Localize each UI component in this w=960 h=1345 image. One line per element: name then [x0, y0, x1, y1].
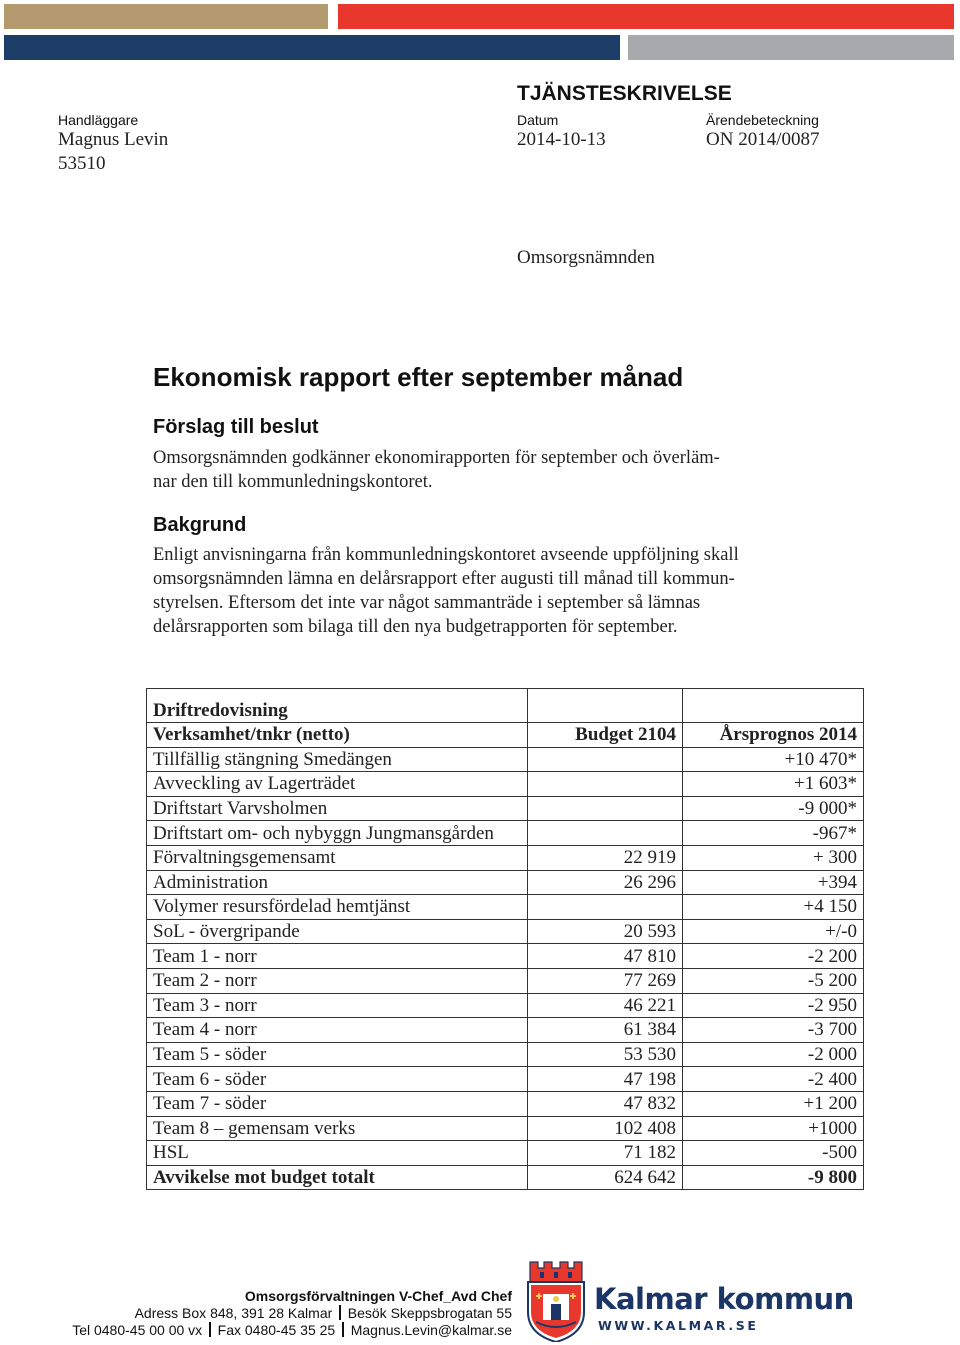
table-title-empty	[683, 689, 864, 723]
forecast-cell: -9 000*	[683, 796, 864, 821]
header-bar-grey	[628, 35, 954, 60]
forecast-cell: -3 700	[683, 1018, 864, 1043]
header-bar-navy	[4, 35, 620, 60]
table-header-row	[147, 723, 864, 748]
table-row	[147, 1091, 864, 1116]
row-label: HSL	[147, 1141, 528, 1166]
case-value: ON 2014/0087	[706, 129, 820, 150]
table-row	[147, 1141, 864, 1166]
row-label: SoL - övergripande	[147, 919, 528, 944]
date-value: 2014-10-13	[517, 129, 606, 150]
background-line: styrelsen. Eftersom det inte var något sammanträde i september så lämnas	[153, 593, 701, 613]
handler-name: Magnus Levin	[58, 129, 169, 150]
row-label: Administration	[147, 870, 528, 895]
budget-cell: 47 810	[528, 944, 683, 969]
row-label: Driftstart Varvsholmen	[147, 796, 528, 821]
date-label: Datum	[517, 112, 559, 128]
budget-cell	[528, 772, 683, 797]
forecast-cell: +/-0	[683, 919, 864, 944]
table-row	[147, 1018, 864, 1043]
row-label: Team 2 - norr	[147, 968, 528, 993]
budget-cell	[528, 895, 683, 920]
table-total-row	[147, 1165, 864, 1190]
row-label: Förvaltningsgemensamt	[147, 845, 528, 870]
table-title: Driftredovisning	[147, 689, 528, 723]
handler-label: Handläggare	[58, 112, 139, 128]
forecast-cell: +4 150	[683, 895, 864, 920]
budget-cell	[528, 796, 683, 821]
column-header: Budget 2104	[528, 723, 683, 748]
footer-separator	[209, 1322, 211, 1337]
row-label: Team 4 - norr	[147, 1018, 528, 1043]
driftredovisning-table	[146, 688, 864, 1190]
budget-cell: 47 198	[528, 1067, 683, 1092]
table-row	[147, 845, 864, 870]
table-row	[147, 1042, 864, 1067]
background-text	[153, 543, 803, 639]
table-title-row	[147, 689, 864, 723]
forecast-cell: + 300	[683, 845, 864, 870]
budget-cell: 102 408	[528, 1116, 683, 1141]
proposal-line: nar den till kommunledningskontoret.	[153, 472, 433, 492]
footer-separator	[342, 1322, 344, 1337]
table-row	[147, 993, 864, 1018]
table-row	[147, 870, 864, 895]
footer-visit: Besök Skeppsbrogatan 55	[347, 1305, 512, 1321]
proposal-line: Omsorgsnämnden godkänner ekonomirapporten för september och överläm-	[153, 448, 720, 468]
handler-ext: 53510	[58, 153, 106, 174]
row-label: Team 6 - söder	[147, 1067, 528, 1092]
row-label: Avvikelse mot budget totalt	[147, 1165, 528, 1190]
forecast-cell: -967*	[683, 821, 864, 846]
header-bar-tan	[4, 4, 328, 29]
forecast-cell: +1 603*	[683, 772, 864, 797]
doc-type: TJÄNSTESKRIVELSE	[517, 82, 732, 105]
page-title: Ekonomisk rapport efter september månad	[153, 362, 684, 392]
table-row	[147, 895, 864, 920]
budget-cell: 624 642	[528, 1165, 683, 1190]
row-label: Avveckling av Lagerträdet	[147, 772, 528, 797]
row-label: Team 5 - söder	[147, 1042, 528, 1067]
budget-cell: 22 919	[528, 845, 683, 870]
forecast-cell: +10 470*	[683, 747, 864, 772]
table-row	[147, 796, 864, 821]
budget-cell	[528, 747, 683, 772]
footer-address-line	[135, 1305, 512, 1321]
table-row	[147, 772, 864, 797]
logo-url: WWW.KALMAR.SE	[598, 1318, 759, 1333]
proposal-text	[153, 446, 803, 494]
table-row	[147, 1067, 864, 1092]
table-row	[147, 1116, 864, 1141]
row-label: Team 7 - söder	[147, 1091, 528, 1116]
footer-tel: Tel 0480-45 00 00 vx	[72, 1322, 203, 1338]
budget-cell: 47 832	[528, 1091, 683, 1116]
footer-org: Omsorgsförvaltningen V-Chef_Avd Chef	[244, 1288, 512, 1304]
column-header: Verksamhet/tnkr (netto)	[147, 723, 528, 748]
forecast-cell: -2 400	[683, 1067, 864, 1092]
table-title-empty	[528, 689, 683, 723]
forecast-cell: +394	[683, 870, 864, 895]
row-label: Driftstart om- och nybyggn Jungmansgården	[147, 821, 528, 846]
footer-address: Adress Box 848, 391 28 Kalmar	[134, 1305, 333, 1321]
budget-cell: 20 593	[528, 919, 683, 944]
background-line: Enligt anvisningarna från kommunledningskontoret avseende uppföljning skall	[153, 545, 739, 565]
budget-cell: 46 221	[528, 993, 683, 1018]
background-line: delårsrapporten som bilaga till den nya budgetrapporten för september.	[153, 617, 678, 637]
forecast-cell: -2 200	[683, 944, 864, 969]
table-row	[147, 968, 864, 993]
footer-contact-line	[72, 1322, 512, 1338]
row-label: Team 1 - norr	[147, 944, 528, 969]
column-header: Årsprognos 2014	[683, 723, 864, 748]
budget-cell: 53 530	[528, 1042, 683, 1067]
recipient: Omsorgsnämnden	[517, 247, 655, 268]
proposal-heading: Förslag till beslut	[153, 416, 319, 438]
logo-wordmark: Kalmar kommun	[594, 1282, 854, 1316]
forecast-cell: +1000	[683, 1116, 864, 1141]
footer-separator	[339, 1305, 341, 1320]
forecast-cell: -2 000	[683, 1042, 864, 1067]
forecast-cell: -5 200	[683, 968, 864, 993]
budget-cell	[528, 821, 683, 846]
row-label: Volymer resursfördelad hemtjänst	[147, 895, 528, 920]
table-row	[147, 821, 864, 846]
forecast-cell: -500	[683, 1141, 864, 1166]
budget-cell: 77 269	[528, 968, 683, 993]
footer-fax: Fax 0480-45 35 25	[217, 1322, 336, 1338]
budget-cell: 61 384	[528, 1018, 683, 1043]
background-line: omsorgsnämnden lämna en delårsrapport efter augusti till månad till kommun-	[153, 569, 735, 589]
row-label: Tillfällig stängning Smedängen	[147, 747, 528, 772]
budget-cell: 26 296	[528, 870, 683, 895]
row-label: Team 3 - norr	[147, 993, 528, 1018]
table-row	[147, 919, 864, 944]
footer-email: Magnus.Levin@kalmar.se	[350, 1322, 512, 1338]
table-row	[147, 944, 864, 969]
header-bar-red	[338, 4, 954, 29]
kalmar-coat-of-arms-icon	[526, 1256, 586, 1342]
background-heading: Bakgrund	[153, 514, 247, 536]
case-label: Ärendebeteckning	[706, 112, 819, 128]
budget-cell: 71 182	[528, 1141, 683, 1166]
forecast-cell: +1 200	[683, 1091, 864, 1116]
row-label: Team 8 – gemensam verks	[147, 1116, 528, 1141]
table-row	[147, 747, 864, 772]
forecast-cell: -2 950	[683, 993, 864, 1018]
forecast-cell: -9 800	[683, 1165, 864, 1190]
